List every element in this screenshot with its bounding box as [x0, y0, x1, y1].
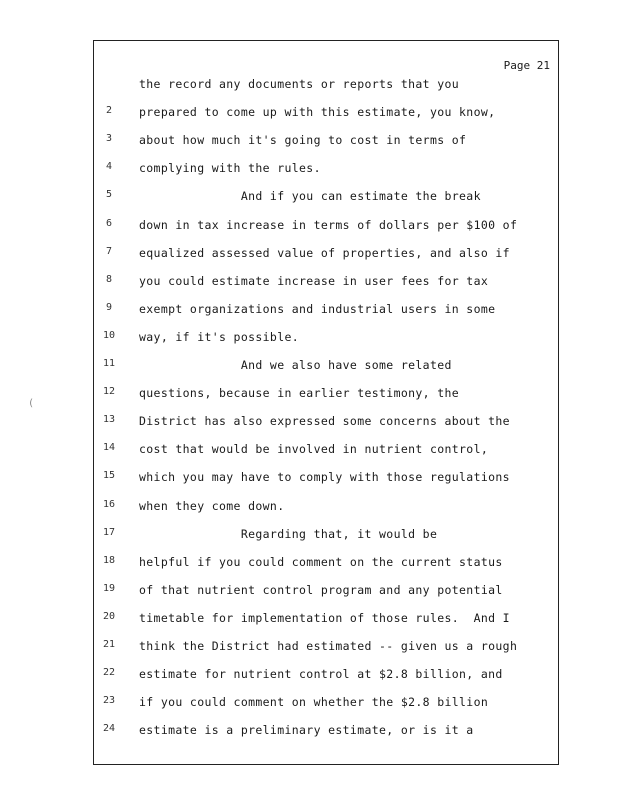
transcript-line: [94, 667, 558, 695]
line-number: 17: [102, 526, 116, 538]
line-number: 24: [102, 723, 116, 735]
line-number: 5: [105, 189, 113, 201]
line-text: cost that would be involved in nutrient control,: [139, 442, 489, 457]
line-number: 15: [102, 470, 116, 482]
transcript-line: [94, 442, 558, 470]
line-text: when they come down.: [139, 498, 285, 513]
line-text: the record any documents or reports that you: [139, 77, 460, 91]
transcript-line: [94, 414, 558, 442]
line-text: about how much it's going to cost in terms of: [139, 133, 467, 148]
line-number: 12: [102, 386, 116, 398]
line-number: 20: [102, 610, 116, 622]
line-number: 13: [102, 414, 116, 426]
line-text: of that nutrient control program and any potential: [139, 582, 503, 597]
line-number: 22: [102, 667, 116, 679]
line-text: if you could comment on whether the $2.8 billion: [139, 695, 489, 710]
line-text: complying with the rules.: [139, 161, 321, 176]
line-text: helpful if you could comment on the current status: [139, 554, 503, 569]
line-text: way, if it's possible.: [139, 329, 300, 344]
line-number: 2: [105, 105, 113, 117]
line-text: estimate is a preliminary estimate, or is it a: [139, 723, 474, 738]
transcript-line: [94, 302, 558, 330]
line-text: And we also have some related: [139, 358, 452, 372]
transcript-line: [94, 161, 558, 189]
transcript-line: [94, 330, 558, 358]
line-number: 6: [105, 217, 113, 229]
line-text: And if you can estimate the break: [139, 189, 481, 204]
line-number: 10: [102, 329, 116, 341]
transcript-line: [94, 555, 558, 583]
line-number: 7: [105, 245, 113, 257]
transcript-line: [94, 695, 558, 723]
transcript-page: [93, 40, 559, 765]
line-text: down in tax increase in terms of dollars per $100 of: [139, 217, 518, 232]
transcript-line: [94, 189, 558, 217]
line-number: 9: [105, 301, 113, 313]
line-number: 18: [102, 554, 116, 566]
line-text: Regarding that, it would be: [139, 526, 438, 541]
line-number: 3: [105, 133, 113, 145]
transcript-line: [94, 611, 558, 639]
line-text: District has also expressed some concerns about the: [139, 414, 510, 429]
line-text: prepared to come up with this estimate, you know,: [139, 105, 496, 120]
transcript-line: [94, 470, 558, 498]
transcript-line: [94, 105, 558, 133]
line-number: 23: [102, 695, 116, 707]
transcript-line: [94, 723, 558, 751]
line-number: 4: [105, 161, 113, 173]
transcript-line: [94, 246, 558, 274]
line-text: think the District had estimated -- given us a rough: [139, 639, 518, 653]
line-text: questions, because in earlier testimony, the: [139, 386, 460, 401]
transcript-line: [94, 386, 558, 414]
transcript-line: [94, 358, 558, 386]
page-label: Page 21: [503, 59, 550, 72]
line-text: you could estimate increase in user fees for tax: [139, 273, 489, 288]
transcript-line: [94, 527, 558, 555]
line-number: 14: [102, 442, 116, 454]
line-number: 21: [102, 639, 116, 650]
line-text: equalized assessed value of properties, and also if: [139, 245, 510, 260]
line-number: 16: [102, 498, 116, 510]
line-number: 19: [102, 582, 116, 594]
transcript-line: [94, 274, 558, 302]
transcript-line: [94, 77, 558, 105]
line-text: which you may have to comply with those regulations: [139, 470, 510, 485]
transcript-line: [94, 218, 558, 246]
line-number: 8: [105, 273, 113, 285]
transcript-line: [94, 639, 558, 667]
margin-mark: (: [28, 398, 35, 409]
line-number: 11: [102, 358, 116, 369]
transcript-line: [94, 583, 558, 611]
transcript-line: [94, 133, 558, 161]
line-text: timetable for implementation of those rules. And I: [139, 610, 510, 625]
line-text: estimate for nutrient control at $2.8 billion, and: [139, 667, 503, 682]
transcript-line: [94, 499, 558, 527]
line-text: exempt organizations and industrial users in some: [139, 301, 496, 316]
